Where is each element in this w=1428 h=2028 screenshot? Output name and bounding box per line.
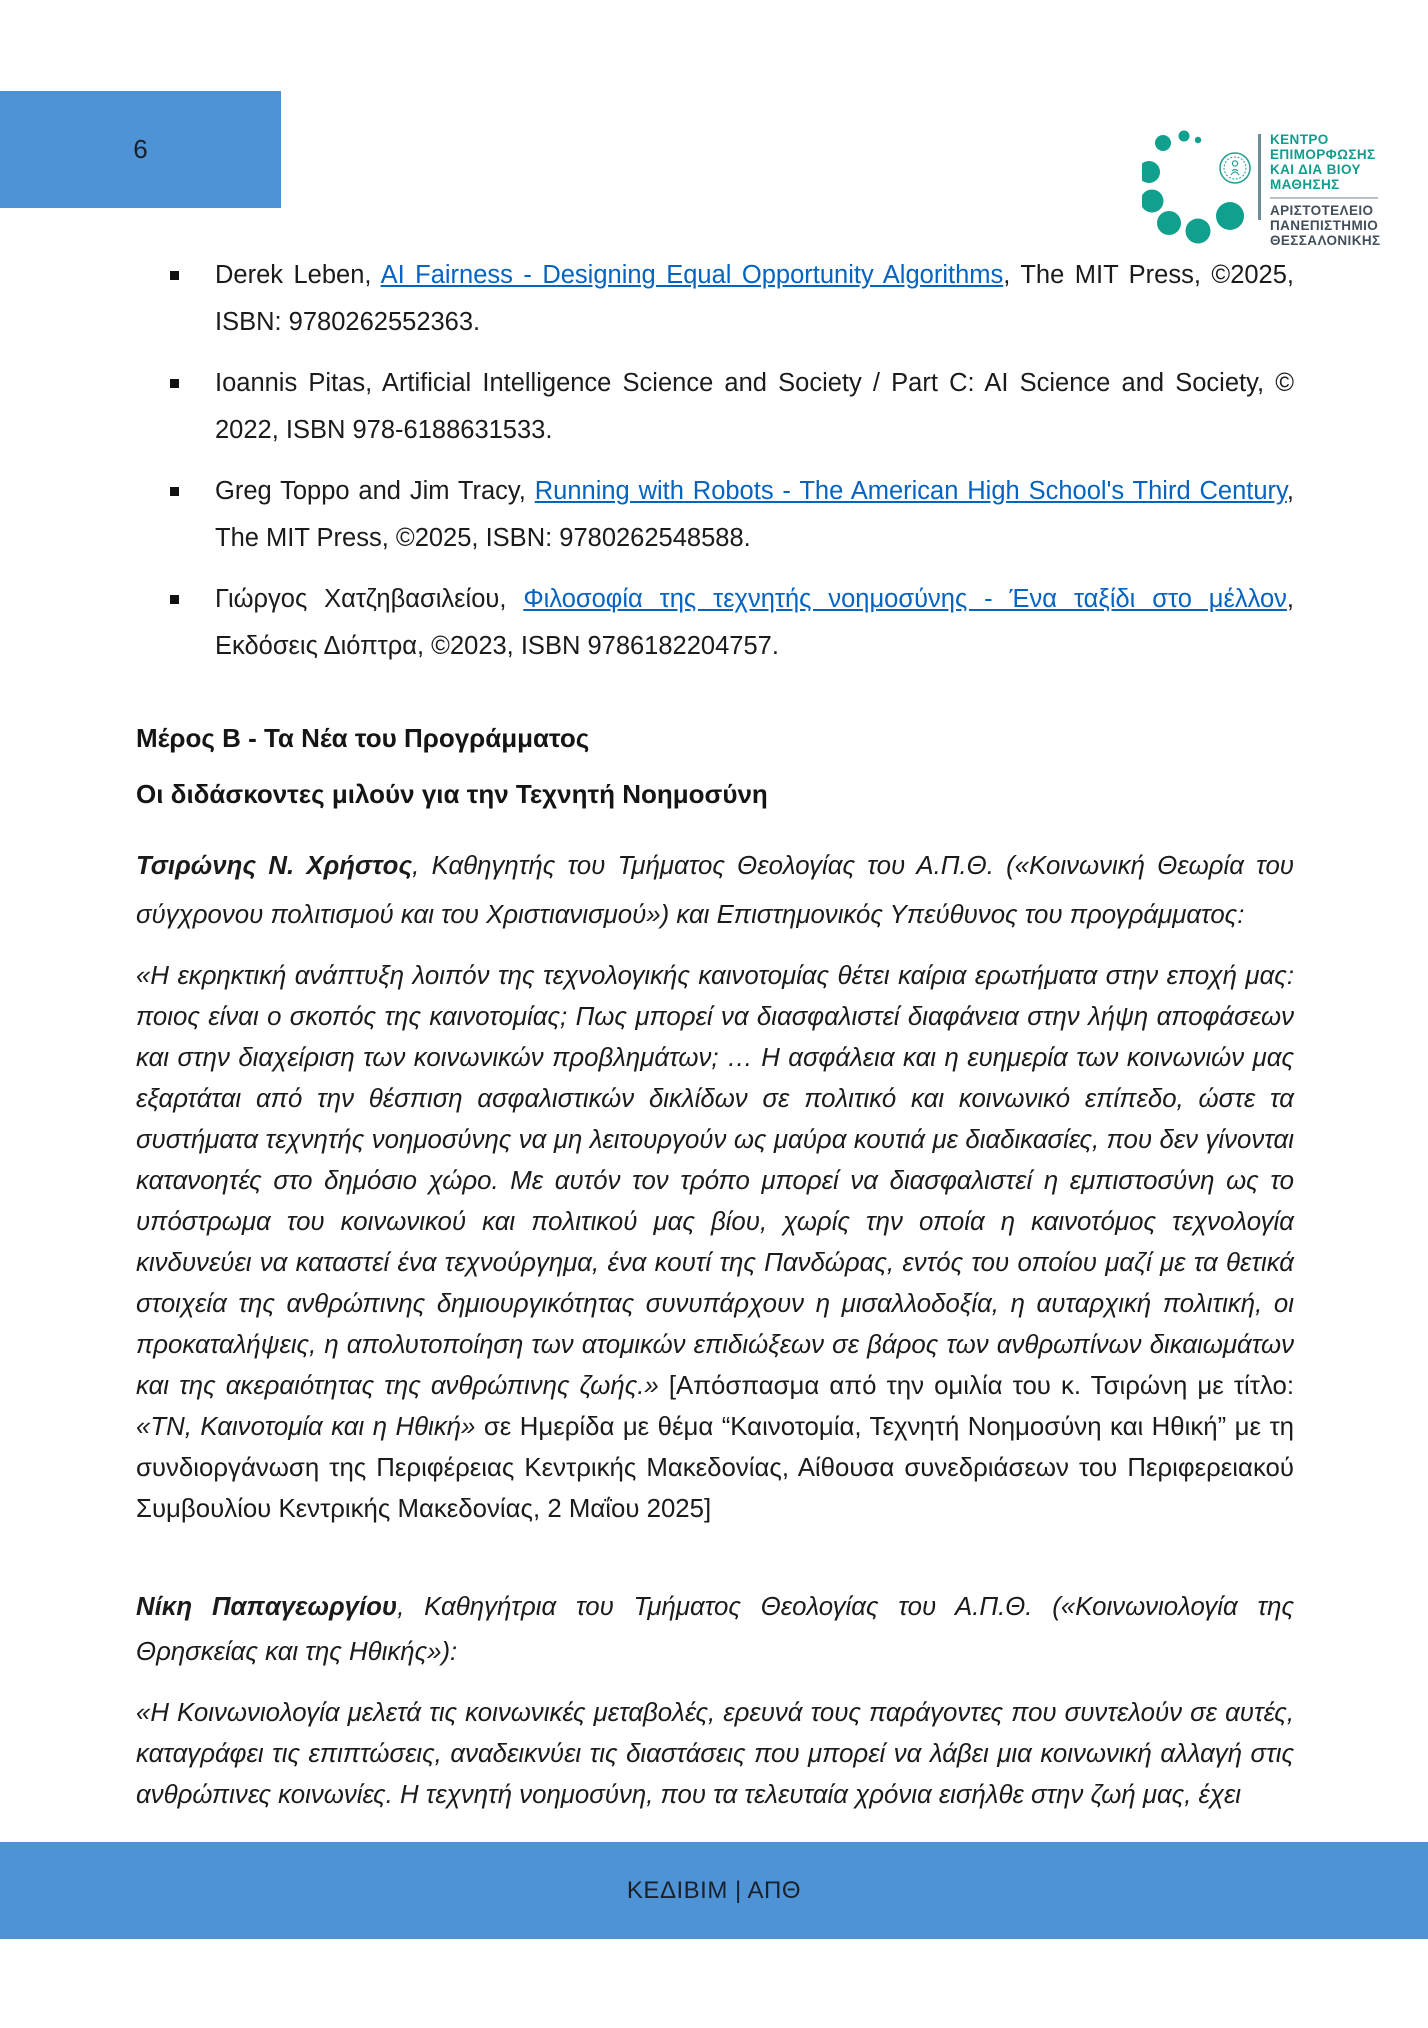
text-run: «Η Κοινωνιολογία μελετά τις κοινωνικές μεταβολές, ερευνά τους παράγοντες που συντελούν σε αυτές, καταγράφει τις επιπτώσεις, αναδεικνύει τις διαστάσεις που μπορεί να λάβει μια κοινωνική αλλαγή στις ανθρώπινες κοινωνίες. Η τεχνητή νοημοσύνη, που τα τελευταία χρόνια εισήλθε στην ζωή μας, έχει xyxy=(136,1699,1294,1809)
logo-university-name: ΑΡΙΣΤΟΤΕΛΕΙΟ ΠΑΝΕΠΙΣΤΗΜΙΟ ΘΕΣΣΑΛΟΝΙΚΗΣ xyxy=(1270,203,1381,248)
page-content xyxy=(136,252,1294,1816)
reference-item xyxy=(136,252,1294,346)
text-run: , The MIT Press, ©2025, ISBN: 9780262552363. xyxy=(215,261,1295,336)
bullet-icon xyxy=(170,271,179,280)
hyperlink[interactable]: Running with Robots - The American High School's Third Century xyxy=(534,477,1287,505)
text-run: «ΤΝ, Καινοτομία και η Ηθική» xyxy=(136,1413,476,1441)
text-run: σε Ημερίδα με θέμα “Καινοτομία, Τεχνητή Νοημοσύνη και Ηθική” με τη συνδιοργάνωση της Περιφέρειας Κεντρικής Μακεδονίας, Αίθουσα συνεδριάσεων του Περιφερειακού Συμβουλίου Κεντρικής Μακεδονίας, 2 Μαΐου 2025] xyxy=(136,1413,1295,1523)
footer-text: ΚΕΔΙΒΙΜ | ΑΠΘ xyxy=(626,1876,802,1904)
heading-part-b: Μέρος Β - Τα Νέα του Προγράμματος xyxy=(136,723,590,753)
university-seal-icon xyxy=(1220,153,1250,183)
text-run: , The MIT Press, ©2025, ISBN: 9780262548588. xyxy=(215,477,1294,552)
tsironis-intro-paragraph xyxy=(136,842,1294,940)
hyperlink[interactable]: Φιλοσοφία της τεχνητής νοημοσύνης - Ένα ταξίδι στο μέλλον xyxy=(523,585,1287,613)
logo-separator xyxy=(1270,197,1378,199)
bullet-icon xyxy=(170,487,179,496)
hyperlink[interactable]: AI Fairness - Designing Equal Opportunity Algorithms xyxy=(380,261,1004,289)
papageorgiou-quote-paragraph xyxy=(136,1693,1294,1816)
footer-bar xyxy=(0,1842,1428,1939)
text-run: [Απόσπασμα από την ομιλία του κ. Τσιρώνη με τίτλο: xyxy=(668,1372,1294,1400)
reference-item xyxy=(136,468,1294,562)
papageorgiou-intro-paragraph xyxy=(136,1585,1294,1675)
text-run: , Εκδόσεις Διόπτρα, ©2023, ISBN 9786182204757. xyxy=(215,585,1295,660)
tsironis-quote-paragraph xyxy=(136,956,1294,1530)
logo-divider xyxy=(1258,134,1261,220)
reference-item xyxy=(136,360,1294,454)
text-run: , Καθηγητής του Τμήματος Θεολογίας του Α.Π.Θ. («Κοινωνική Θεωρία του σύγχρονου πολιτισμού και του Χριστιανισμού») και Επιστημονικός Υπεύθυνος του προγράμματος: xyxy=(136,852,1294,929)
bullet-icon xyxy=(170,379,179,388)
logo-center-name: ΚΕΝΤΡΟ ΕΠΙΜΟΡΦΩΣΗΣ ΚΑΙ ΔΙΑ ΒΙΟΥ ΜΑΘΗΣΗΣ xyxy=(1270,132,1376,192)
text-run: Greg Toppo and Jim Tracy, xyxy=(215,477,535,505)
logo-dots-seal-icon xyxy=(1142,126,1254,244)
logo-text xyxy=(1270,126,1381,248)
text-run: Νίκη Παπαγεωργίου xyxy=(136,1593,398,1621)
text-run: «Η εκρηκτική ανάπτυξη λοιπόν της τεχνολογικής καινοτομίας θέτει καίρια ερωτήματα στην εποχή μας: ποιος είναι ο σκοπός της καινοτομίας; Πως μπορεί να διασφαλιστεί διαφάνεια στην λήψη αποφάσεων και στην διαχείριση των κοινωνικών προβλημάτων; … Η ασφάλεια και η ευημερία των κοινωνιών μας εξαρτάται από την θέσπιση ασφαλιστικών δικλίδων σε πολιτικό και κοινωνικό επίπεδο, ώστε τα συστήματα τεχνητής νοημοσύνης να μη λειτουργούν ως μαύρα κουτιά με διαδικασίες, που δεν γίνονται κατανοητές στο δημόσιο χώρο. Με αυτόν τον τρόπο μπορεί να διασφαλιστεί η εμπιστοσύνη ως το υπόστρωμα του κοινωνικού και πολιτικού μας βίου, χωρίς την οποία η καινοτόμος τεχνολογία κινδυνεύει να καταστεί ένα τεχνούργημα, ένα κουτί της Πανδώρας, εντός του οποίου μαζί με τα θετικά στοιχεία της ανθρώπινης δημιουργικότητας συνυπάρχουν η μισαλλοδοξία, η αυταρχική πολιτική, οι προκαταλήψεις, η απολυτοποίηση των ατομικών επιδιώξεων σε βάρος των ανθρωπίνων δικαιωμάτων και της ακεραιότητας της ανθρώπινης ζωής.» xyxy=(136,962,1294,1400)
heading-speakers: Οι διδάσκοντες μιλούν για την Τεχνητή Νοημοσύνη xyxy=(136,779,768,809)
page-number-bar xyxy=(0,91,281,208)
text-run: Derek Leben, xyxy=(215,261,381,289)
references-list xyxy=(136,252,1294,670)
reference-item xyxy=(136,576,1294,670)
bullet-icon xyxy=(170,595,179,604)
text-run: Ioannis Pitas, Artificial Intelligence Science and Society / Part C: AI Science and Society, © 2022, ISBN 978-6188631533. xyxy=(215,369,1294,444)
kedivim-auth-logo xyxy=(1142,126,1404,248)
text-run: Γιώργος Χατζηβασιλείου, xyxy=(215,585,524,613)
text-run: Τσιρώνης Ν. Χρήστος xyxy=(136,852,413,880)
text-run: , Καθηγήτρια του Τμήματος Θεολογίας του Α.Π.Θ. («Κοινωνιολογία της Θρησκείας και της Ηθικής»): xyxy=(136,1593,1295,1666)
page-number: 6 xyxy=(133,134,148,164)
